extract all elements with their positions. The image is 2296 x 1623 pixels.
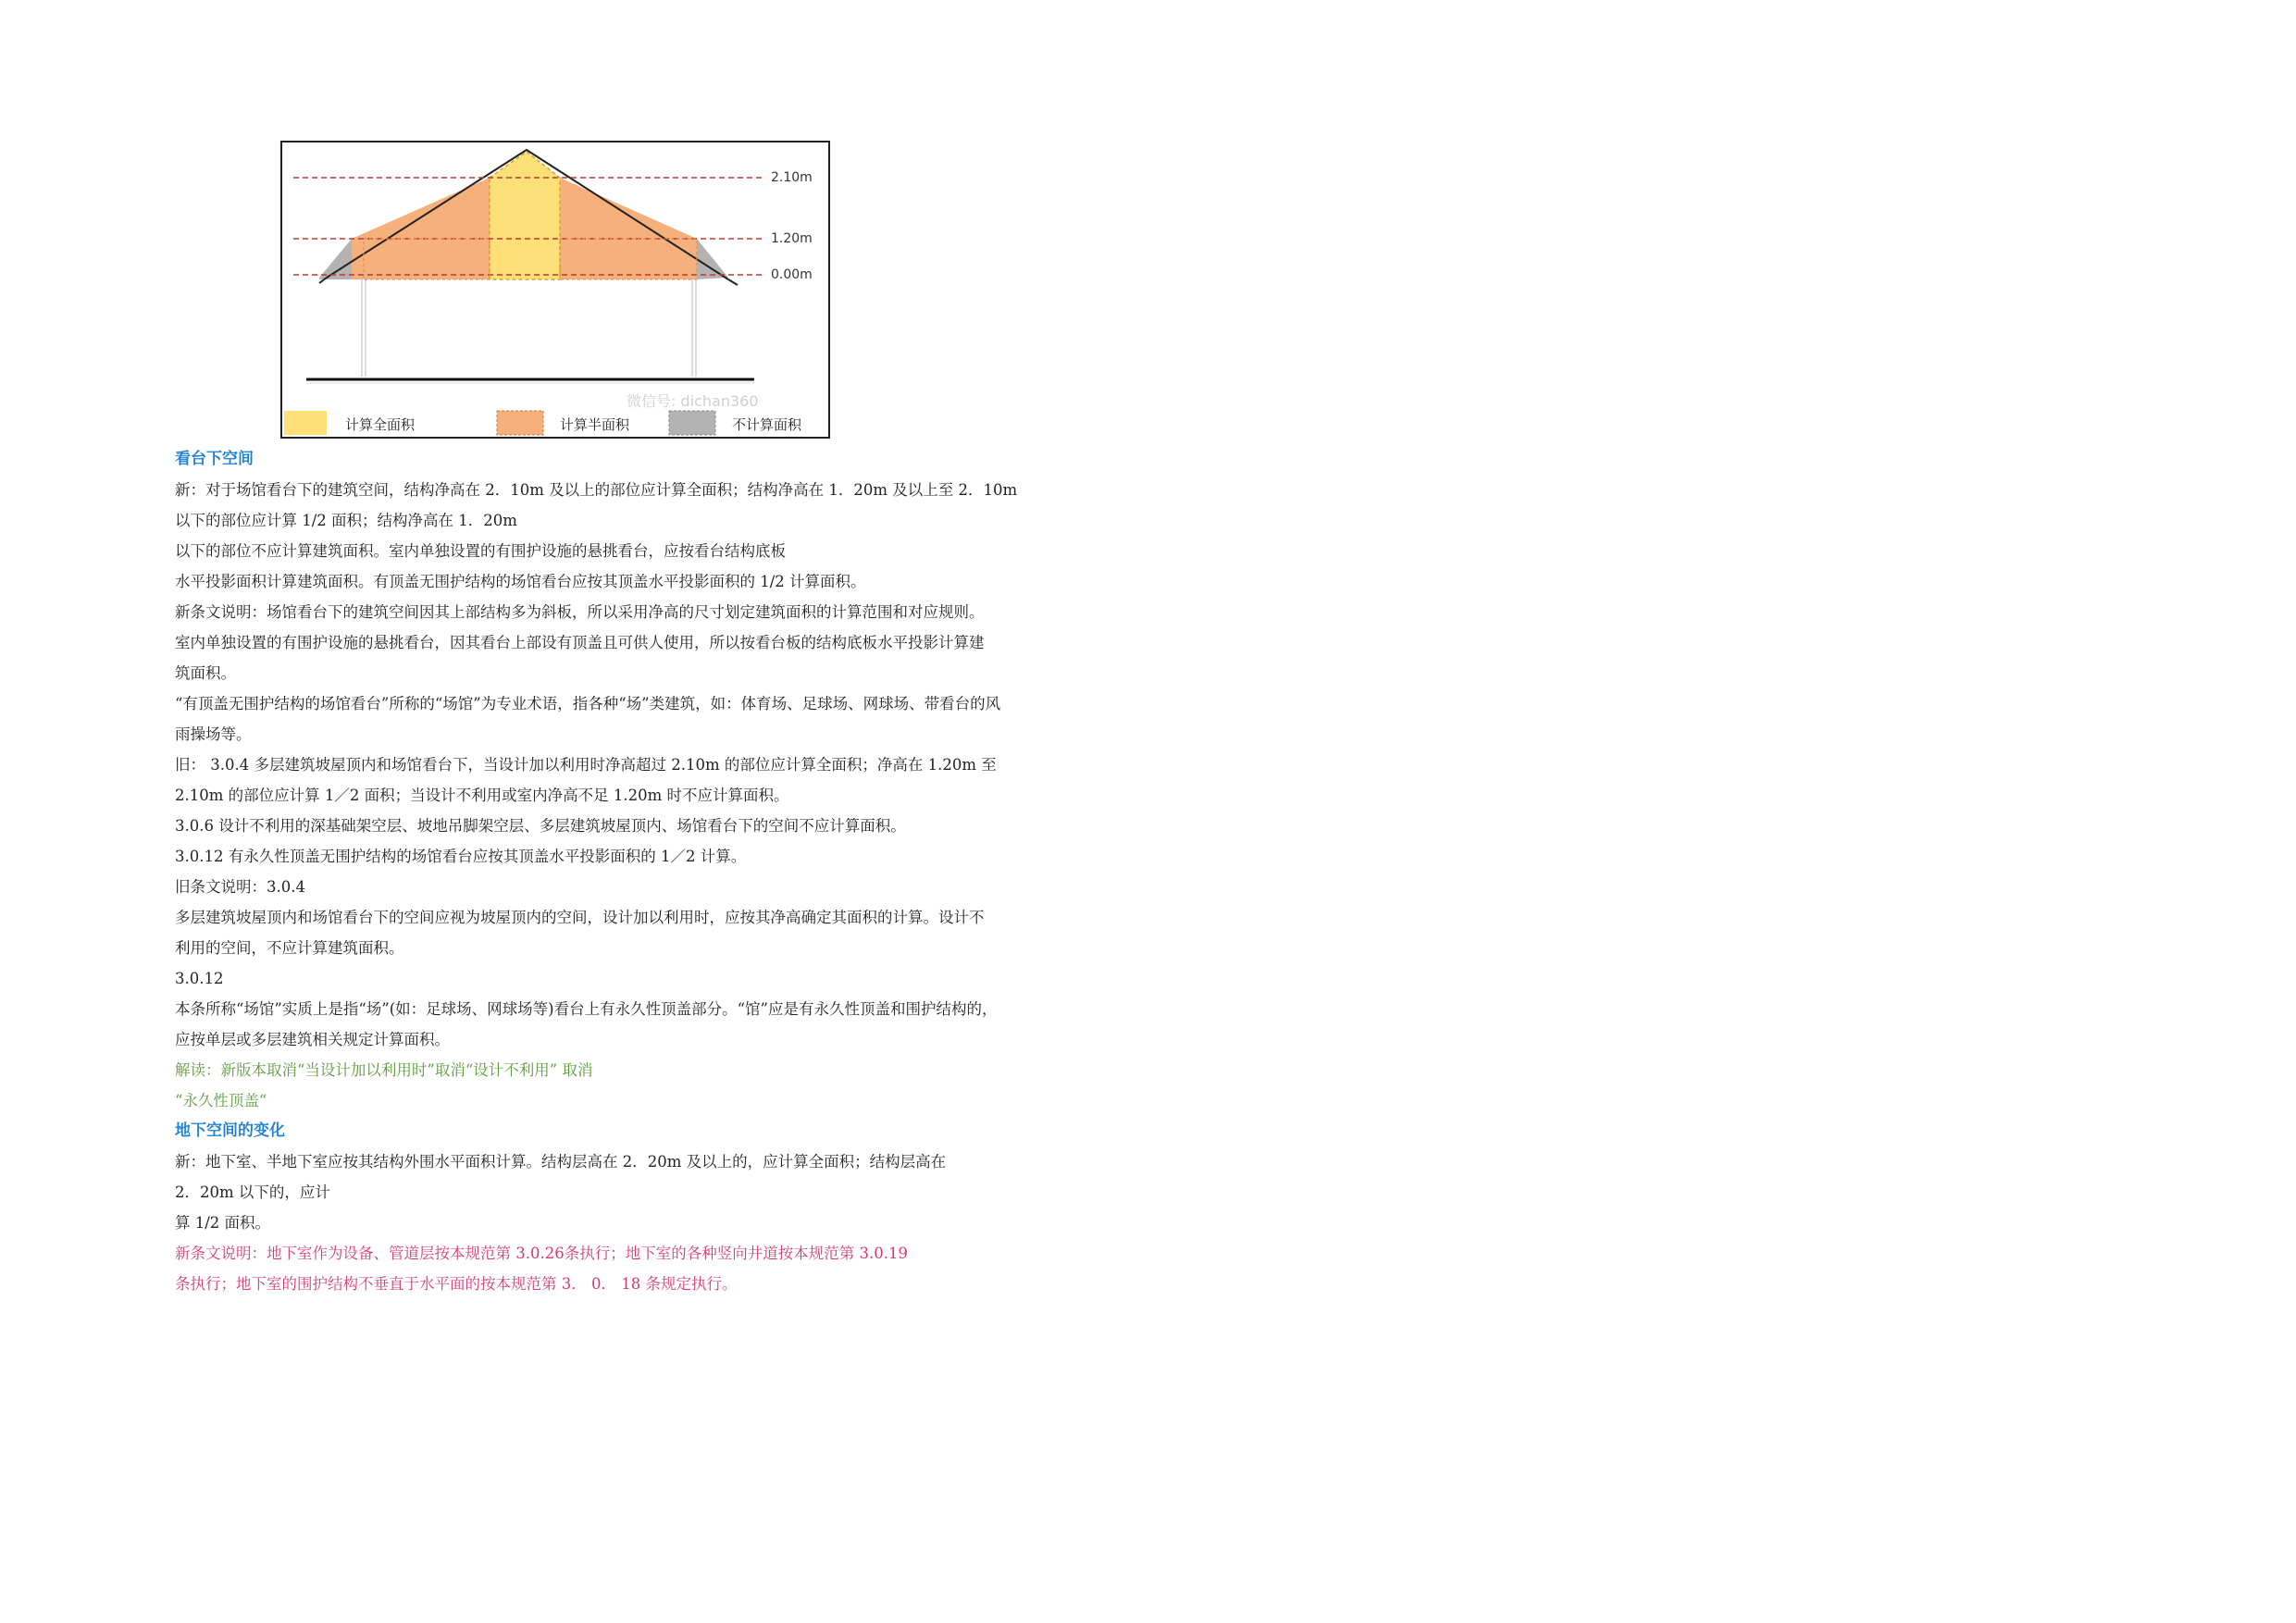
level-label-120: 1.20m [771, 231, 813, 246]
text-line: 新条文说明：场馆看台下的建筑空间因其上部结构多为斜板，所以采用净高的尺寸划定建筑面积的计算范围和对应规则。 [175, 603, 985, 621]
half-area-region-right [560, 178, 697, 279]
legend-swatch-none [669, 411, 715, 435]
text-line: 旧： 3.0.4 多层建筑坡屋顶内和场馆看台下，当设计加以利用时净高超过 2.10m 的部位应计算全面积；净高在 1.20m 至 [175, 756, 997, 774]
text-line: 3.0.12 [175, 970, 224, 987]
text-line: 以下的部位应计算 1/2 面积；结构净高在 1．20m [175, 512, 517, 529]
level-label-000: 0.00m [771, 267, 813, 282]
legend-swatch-half [497, 411, 543, 435]
text-line: 解读：新版本取消“当设计加以利用时”取消“设计不利用” 取消 [175, 1061, 593, 1079]
text-line: 3.0.12 有永久性顶盖无围护结构的场馆看台应按其顶盖水平投影面积的 1／2 计算。 [175, 848, 747, 865]
half-area-region-left [352, 178, 490, 279]
text-line: 水平投影面积计算建筑面积。有顶盖无围护结构的场馆看台应按其顶盖水平投影面积的 1/2 计算面积。 [175, 573, 866, 590]
section-heading: 地下空间的变化 [175, 1121, 285, 1140]
section-heading: 看台下空间 [175, 450, 254, 468]
section-diagram [282, 142, 828, 437]
text-line: 以下的部位不应计算建筑面积。室内单独设置的有围护设施的悬挑看台，应按看台结构底板 [175, 542, 786, 560]
level-label-210: 2.10m [771, 170, 813, 185]
text-line: 筑面积。 [175, 664, 236, 682]
text-line: 2．20m 以下的，应计 [175, 1183, 330, 1201]
none-area-region-right [697, 239, 728, 279]
text-line: 条执行；地下室的围护结构不垂直于水平面的按本规范第 3． 0． 18 条规定执行。 [175, 1275, 738, 1293]
legend-label-half: 计算半面积 [560, 416, 630, 433]
text-line: 3.0.6 设计不利用的深基础架空层、坡地吊脚架空层、多层建筑坡屋顶内、场馆看台下的空间不应计算面积。 [175, 817, 906, 835]
legend-swatch-full [284, 411, 327, 435]
text-line: 室内单独设置的有围护设施的悬挑看台，因其看台上部设有顶盖且可供人使用，所以按看台板的结构底板水平投影计算建 [175, 634, 985, 651]
legend-label-none: 不计算面积 [732, 416, 802, 433]
text-line: 雨操场等。 [175, 725, 252, 743]
text-line: 新：地下室、半地下室应按其结构外围水平面积计算。结构层高在 2．20m 及以上的，应计算全面积；结构层高在 [175, 1153, 947, 1171]
text-line: “永久性顶盖“ [175, 1092, 267, 1109]
stand-section-figure [280, 141, 830, 439]
legend-label-full: 计算全面积 [345, 416, 416, 433]
document-body [175, 444, 1137, 1299]
text-line: 本条所称“场馆”实质上是指“场”(如：足球场、网球场等)看台上有永久性顶盖部分。“馆”应是有永久性顶盖和围护结构的， [175, 1000, 998, 1018]
watermark: 微信号: dichan360 [627, 392, 759, 410]
text-line: 旧条文说明：3.0.4 [175, 878, 305, 896]
text-line: 新条文说明：地下室作为设备、管道层按本规范第 3.0.26条执行；地下室的各种竖向井道按本规范第 3.0.19 [175, 1245, 908, 1262]
text-line: 算 1/2 面积。 [175, 1214, 271, 1232]
text-line: “有顶盖无围护结构的场馆看台”所称的“场馆”为专业术语，指各种“场”类建筑，如：体育场、足球场、网球场、带看台的风 [175, 695, 1001, 712]
none-area-region-left [319, 239, 352, 279]
full-area-region [490, 152, 560, 279]
text-line: 利用的空间，不应计算建筑面积。 [175, 939, 404, 957]
text-line: 2.10m 的部位应计算 1／2 面积；当设计不利用或室内净高不足 1.20m 时不应计算面积。 [175, 787, 789, 804]
text-line: 应按单层或多层建筑相关规定计算面积。 [175, 1031, 450, 1048]
text-line: 新：对于场馆看台下的建筑空间，结构净高在 2．10m 及以上的部位应计算全面积；结构净高在 1．20m 及以上至 2．10m [175, 481, 1018, 499]
text-line: 多层建筑坡屋顶内和场馆看台下的空间应视为坡屋顶内的空间，设计加以利用时，应按其净高确定其面积的计算。设计不 [175, 909, 985, 926]
